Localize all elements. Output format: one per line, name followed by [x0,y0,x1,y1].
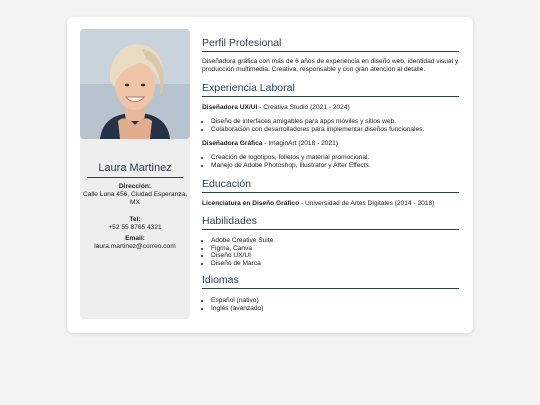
address-label: Dirección: [118,183,152,190]
job-2-role: Diseñadora Gráfica [202,140,263,147]
email-label: Email: [125,235,145,242]
profile-photo [80,29,190,139]
job-2-header [202,140,459,148]
list-item: • Colaboración con desarrolladores para implementar diseños funcionales. [211,126,459,134]
list-item: • Figma, Canva [211,245,459,253]
education-degree: Licenciatura en Diseño Gráfico [202,200,300,207]
list-item: • Inglés (avanzado) [211,305,459,313]
name-divider [87,177,183,178]
phone-label: Tel: [129,216,141,223]
education-entry [202,200,459,208]
list-item: • Español (nativo) [211,297,459,305]
candidate-name: Laura Martinez [98,162,172,174]
job-2-detail: - ImaginArt (2018 - 2021) [262,140,338,147]
languages-list [202,297,459,312]
profile-title: Perfil Profesional [202,37,459,52]
education-title: Educación [202,178,459,193]
skills-title: Habilidades [202,215,459,230]
job-1-bullets [202,118,459,133]
email-value[interactable]: laura.martinez@correo.com [94,243,176,250]
address-value: Calle Luna 456, Ciudad Esperanza, MX [82,191,188,206]
list-item: • Creación de logotipos, folletos y material promocional. [211,154,459,162]
list-item: • Diseño de Marca [211,260,459,268]
list-item: • Diseño UX/UI [211,252,459,260]
list-item: • Adobe Creative Suite [211,237,459,245]
education-detail: - Universidad de Artes Digitales (2014 - 2018) [299,200,435,207]
resume-card [67,17,473,333]
sidebar [80,29,190,319]
job-2-bullets [202,154,459,169]
phone-value: +52 55 8765 4321 [108,224,162,231]
profile-photo-image [80,29,190,139]
address-block [80,183,190,207]
list-item: • Diseño de interfaces amigables para apps móviles y sitios web. [211,118,459,126]
profile-text: Diseñadora gráfica con más de 6 años de experiencia en diseño web, identidad visual y producción multimedia. Creativa, responsable y con gran atención al detalle. [202,58,459,73]
email-block [80,235,190,251]
list-item: • Manejo de Adobe Photoshop, Illustrator y After Effects. [211,162,459,170]
phone-block [80,216,190,232]
experience-title: Experiencia Laboral [202,82,459,97]
languages-title: Idiomas [202,274,459,289]
job-1-detail: - Creativa Studio (2021 - 2024) [257,104,350,111]
job-1-header [202,104,459,112]
job-1-role: Diseñadora UX/UI [202,104,258,111]
skills-list [202,237,459,267]
